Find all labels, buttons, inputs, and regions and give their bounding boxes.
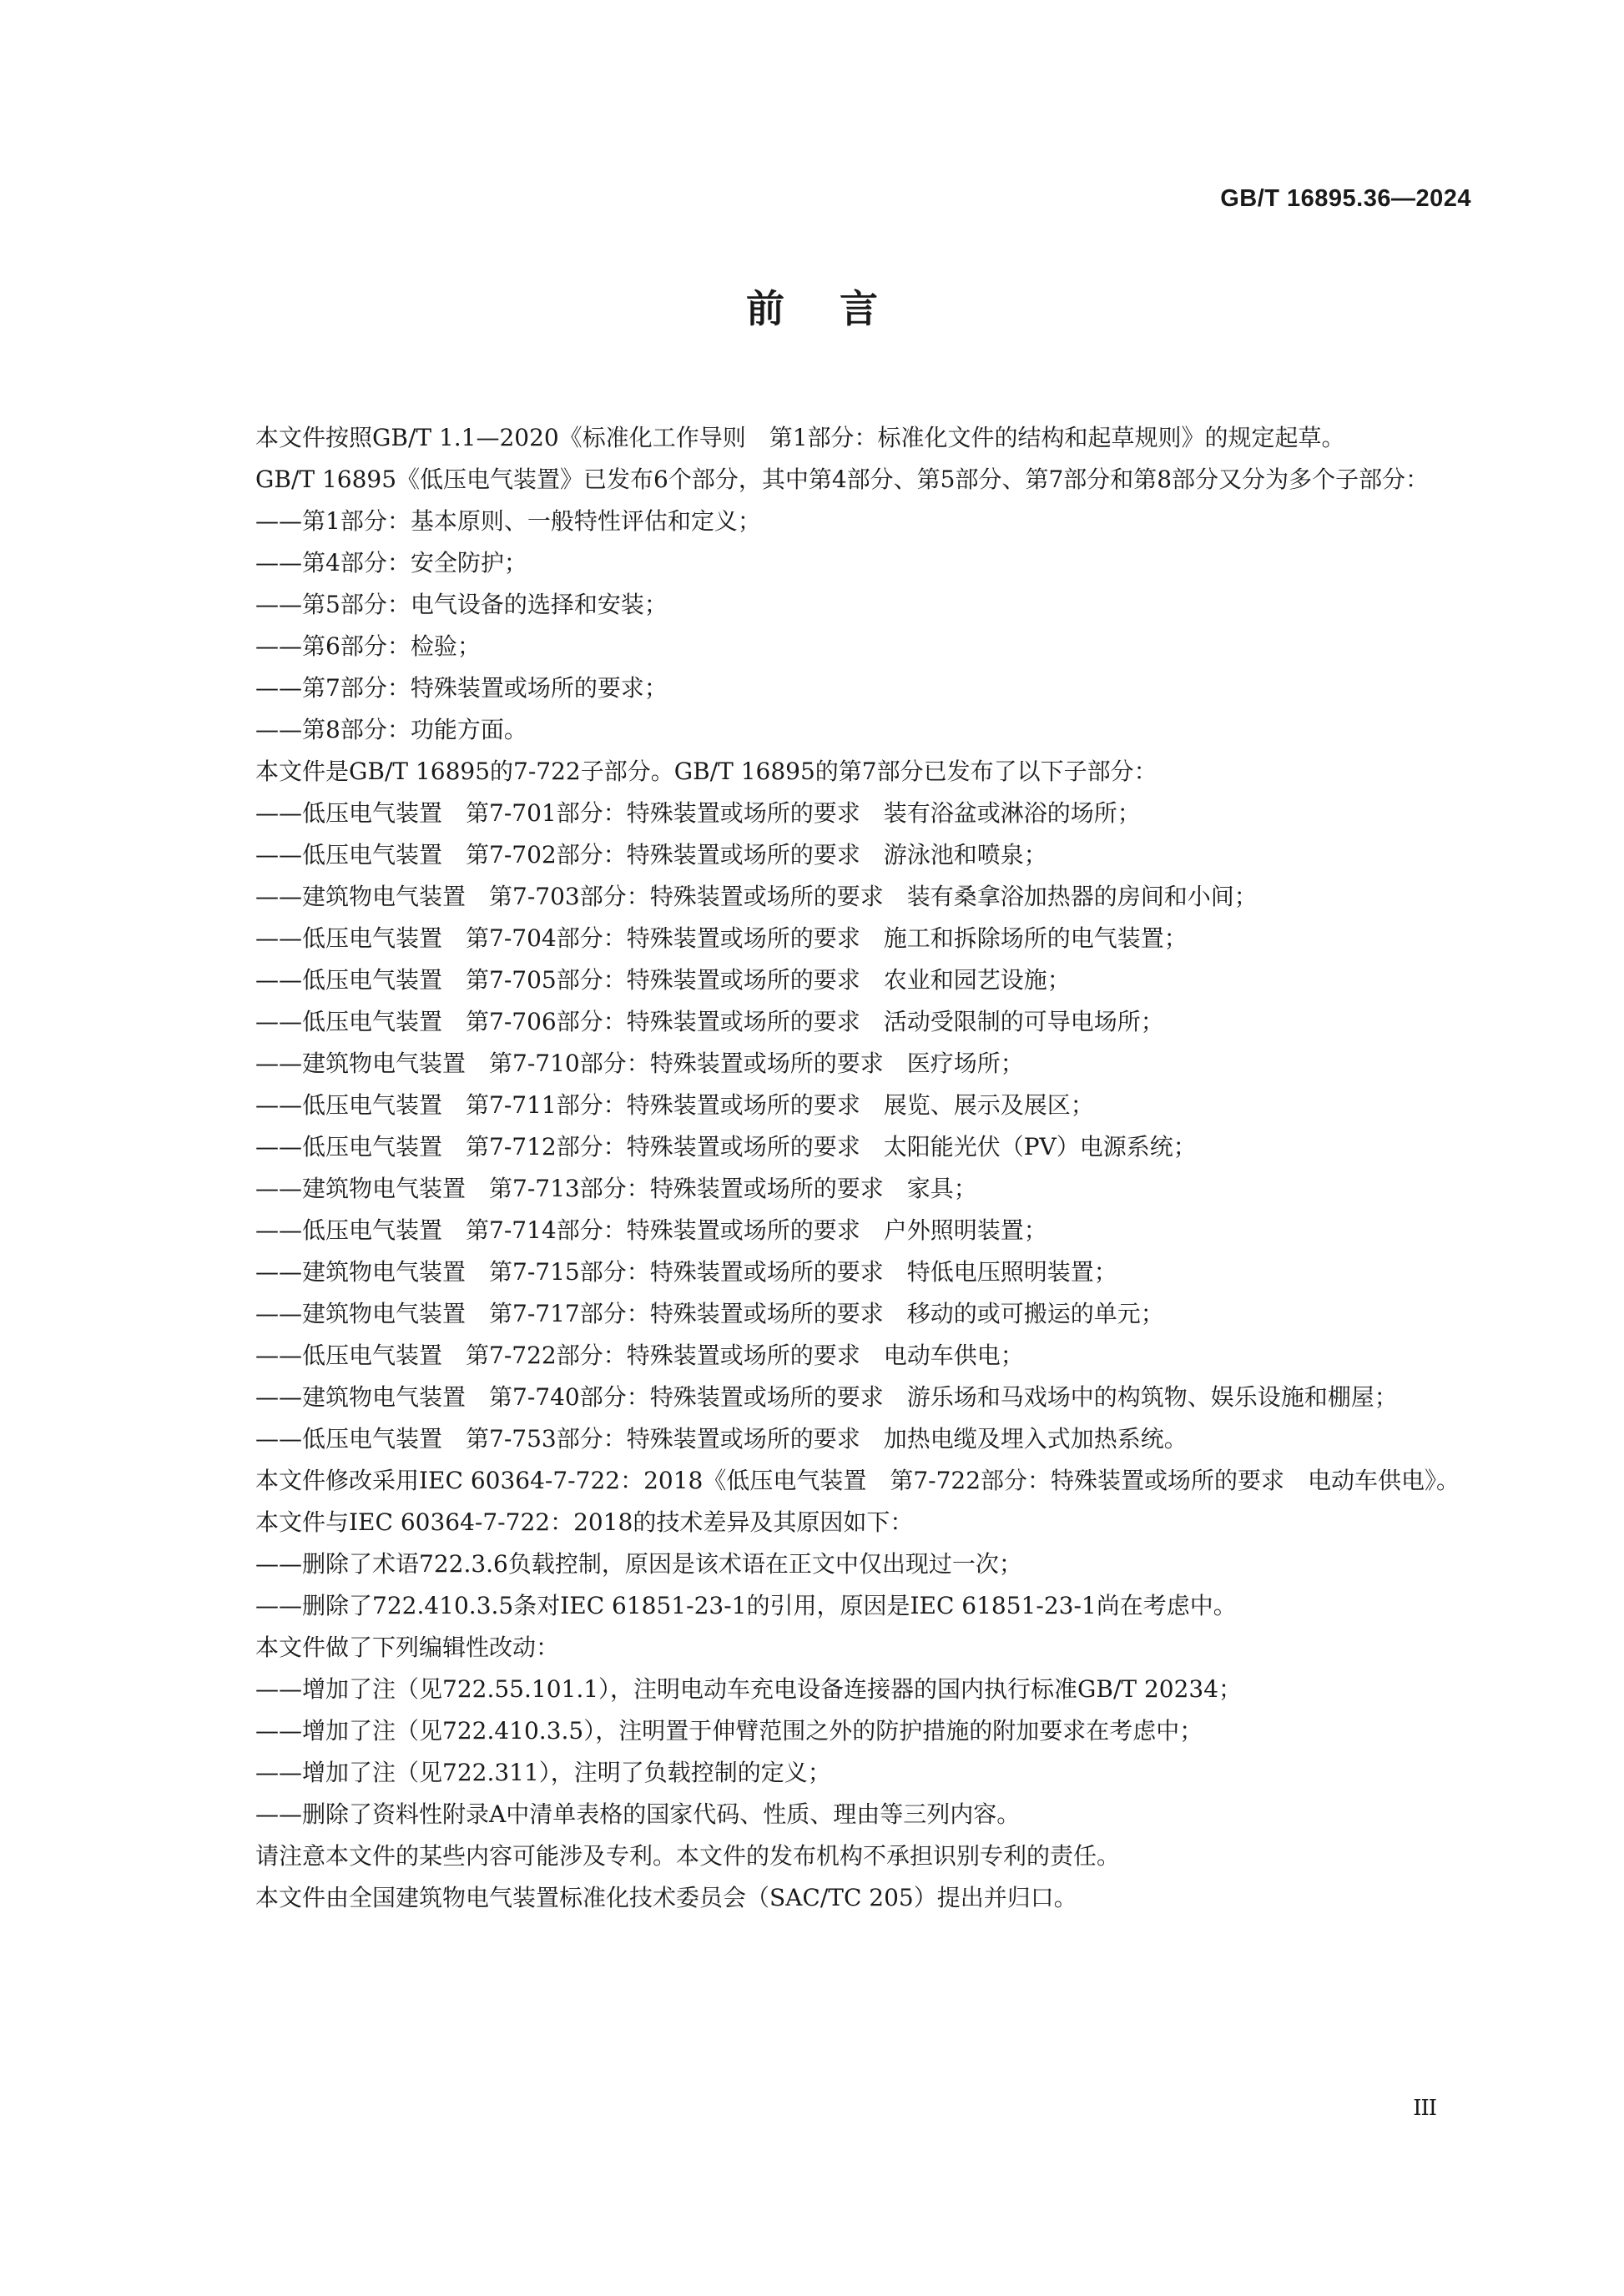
list-item: ——删除了术语722.3.6负载控制，原因是该术语在正文中仅出现过一次； bbox=[255, 1550, 1022, 1578]
body-paragraph: 本文件按照GB/T 1.1—2020《标准化工作导则 第1部分：标准化文件的结构和起草规则》的规定起草。 bbox=[255, 424, 1345, 451]
list-item: ——低压电气装置 第7-753部分：特殊装置或场所的要求 加热电缆及埋入式加热系统。 bbox=[255, 1425, 1188, 1453]
list-item: ——第8部分：功能方面。 bbox=[255, 716, 527, 743]
body-paragraph: 本文件做了下列编辑性改动： bbox=[255, 1634, 560, 1661]
list-item: ——建筑物电气装置 第7-713部分：特殊装置或场所的要求 家具； bbox=[255, 1175, 977, 1202]
list-item: ——删除了资料性附录A中清单表格的国家代码、性质、理由等三列内容。 bbox=[255, 1800, 1021, 1828]
list-item: ——低压电气装置 第7-705部分：特殊装置或场所的要求 农业和园艺设施； bbox=[255, 966, 1071, 994]
standard-code: GB/T 16895.36—2024 bbox=[1220, 185, 1471, 212]
list-item: ——删除了722.410.3.5条对IEC 61851-23-1的引用，原因是IEC 61851-23-1尚在考虑中。 bbox=[255, 1592, 1237, 1619]
list-item: ——第7部分：特殊装置或场所的要求； bbox=[255, 674, 668, 702]
list-item: ——低压电气装置 第7-702部分：特殊装置或场所的要求 游泳池和喷泉； bbox=[255, 841, 1047, 869]
list-item: ——第6部分：检验； bbox=[255, 632, 481, 660]
document-body bbox=[209, 417, 1469, 1919]
list-item: ——低压电气装置 第7-714部分：特殊装置或场所的要求 户外照明装置； bbox=[255, 1216, 1047, 1244]
body-paragraph: GB/T 16895《低压电气装置》已发布6个部分，其中第4部分、第5部分、第7部分和第8部分又分为多个子部分： bbox=[255, 466, 1430, 493]
list-item: ——建筑物电气装置 第7-717部分：特殊装置或场所的要求 移动的或可搬运的单元； bbox=[255, 1300, 1164, 1327]
list-item: ——增加了注（见722.311），注明了负载控制的定义； bbox=[255, 1759, 831, 1786]
list-item: ——增加了注（见722.410.3.5），注明置于伸臂范围之外的防护措施的附加要求在考虑中； bbox=[255, 1717, 1203, 1745]
list-item: ——第4部分：安全防护； bbox=[255, 549, 527, 577]
list-item: ——第1部分：基本原则、一般特性评估和定义； bbox=[255, 507, 761, 535]
body-paragraph: 本文件由全国建筑物电气装置标准化技术委员会（SAC/TC 205）提出并归口。 bbox=[255, 1884, 1077, 1911]
body-paragraph: 请注意本文件的某些内容可能涉及专利。本文件的发布机构不承担识别专利的责任。 bbox=[255, 1842, 1121, 1870]
list-item: ——低压电气装置 第7-722部分：特殊装置或场所的要求 电动车供电； bbox=[255, 1342, 1024, 1369]
list-item: ——建筑物电气装置 第7-740部分：特殊装置或场所的要求 游乐场和马戏场中的构筑物、娱乐设施和棚屋； bbox=[255, 1383, 1398, 1411]
list-item: ——低压电气装置 第7-712部分：特殊装置或场所的要求 太阳能光伏（PV）电源系统； bbox=[255, 1133, 1197, 1161]
body-paragraph: 本文件修改采用IEC 60364-7-722：2018《低压电气装置 第7-722部分：特殊装置或场所的要求 电动车供电》。 bbox=[255, 1467, 1460, 1494]
list-item: ——低压电气装置 第7-711部分：特殊装置或场所的要求 展览、展示及展区； bbox=[255, 1091, 1094, 1119]
list-item: ——第5部分：电气设备的选择和安装； bbox=[255, 591, 668, 618]
body-paragraph: 本文件是GB/T 16895的7-722子部分。GB/T 16895的第7部分已发布了以下子部分： bbox=[255, 758, 1157, 785]
list-item: ——建筑物电气装置 第7-710部分：特殊装置或场所的要求 医疗场所； bbox=[255, 1050, 1024, 1077]
list-item: ——建筑物电气装置 第7-703部分：特殊装置或场所的要求 装有桑拿浴加热器的房间和小间； bbox=[255, 883, 1258, 910]
list-item: ——增加了注（见722.55.101.1），注明电动车充电设备连接器的国内执行标准GB/T 20234； bbox=[255, 1675, 1243, 1703]
page-title: 前言 bbox=[746, 286, 933, 331]
list-item: ——建筑物电气装置 第7-715部分：特殊装置或场所的要求 特低电压照明装置； bbox=[255, 1258, 1117, 1286]
body-paragraph: 本文件与IEC 60364-7-722：2018的技术差异及其原因如下： bbox=[255, 1508, 914, 1536]
page-number: III bbox=[1413, 2096, 1436, 2121]
list-item: ——低压电气装置 第7-701部分：特殊装置或场所的要求 装有浴盆或淋浴的场所； bbox=[255, 799, 1141, 827]
list-item: ——低压电气装置 第7-706部分：特殊装置或场所的要求 活动受限制的可导电场所； bbox=[255, 1008, 1164, 1035]
list-item: ——低压电气装置 第7-704部分：特殊装置或场所的要求 施工和拆除场所的电气装置； bbox=[255, 924, 1188, 952]
